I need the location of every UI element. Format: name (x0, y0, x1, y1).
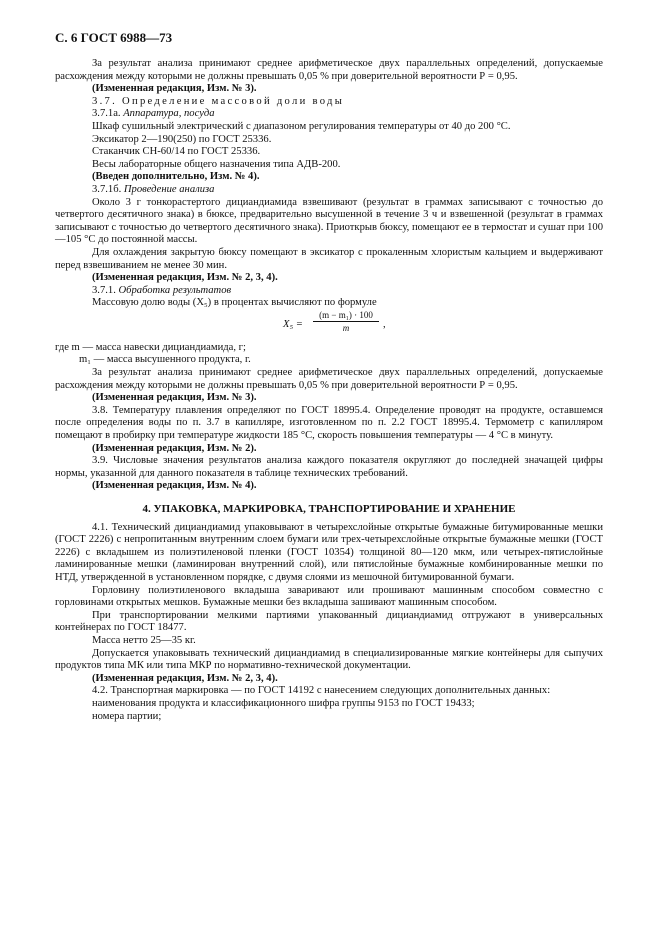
page-header: С. 6 ГОСТ 6988—73 (55, 30, 173, 45)
variable-definition: m₁ — масса высушенного продукта, г. (79, 354, 251, 366)
revision-note: (Измененная редакция, Изм. № 3). (92, 83, 257, 95)
subsection-heading (55, 108, 603, 121)
formula-denominator: m (342, 322, 350, 333)
revision-note: (Измененная редакция, Изм. № 2). (92, 442, 257, 454)
document-page (55, 30, 603, 723)
formula-lhs: X₅ = (283, 318, 303, 330)
paragraph: Допускается упаковывать технический дициандиамид в специализированные мягкие контейнеры для сыпучих продуктов типа МК или типа МКР по нормативно-технической документации. (55, 647, 603, 672)
subsection-title: Аппаратура, посуда (123, 108, 215, 120)
subsection-title: Обработка результатов (118, 284, 232, 296)
formula-numerator: (m − m₁) · 100 (313, 310, 379, 322)
formula-fraction (313, 310, 379, 333)
paragraph: Весы лабораторные общего назначения типа АДВ-200. (92, 158, 341, 170)
paragraph: При транспортировании мелкими партиями упакованный дициандиамид отгружают в универсальных контейнерах по ГОСТ 18477. (55, 609, 603, 634)
paragraph: Шкаф сушильный электрический с диапазоном регулирования температуры от 40 до 200 °С. (92, 120, 511, 132)
paragraph: Около 3 г тонкорастертого дициандиамида взвешивают (результат в граммах записывают с точностью до четвертого десятичного знака) в бюксе, предварительно высушенной в течение 3 ч и взвешенной (результат в граммах записывают с точностью до четвертого десятичного знака). Приоткрыв бюксу, помещают ее в термостат и сушат при 100—105 °С до постоянной массы. (55, 196, 603, 246)
paragraph: наименования продукта и классификационного шифра группы 9153 по ГОСТ 19433; (92, 697, 475, 709)
paragraph: 4.2. Транспортная маркировка — по ГОСТ 14192 с нанесением следующих дополнительных данных: (92, 685, 551, 697)
paragraph: 4.1. Технический дициандиамид упаковывают в четырехслойные открытые бумажные битумированные мешки (ГОСТ 2226) с непропитанным внутренним слоем бумаги или трех-четырехслойные открытые бумажные мешки (ГОСТ 2226) с вкладышем из полиэтиленовой пленки (ГОСТ 10354) толщиной 80—120 мкм, или четырех-пятислойные ламинированные мешки (ламинирован внутренний слой), или пятислойные бумажные комбинированные мешки по НТД, утвержденной в установленном порядке, с двумя слоями из мешочной битумированной бумаги. (55, 521, 603, 583)
subsection-number: 3.7.1б. (92, 183, 122, 195)
formula (55, 310, 603, 342)
subsection-heading (55, 285, 603, 298)
subsection-number: 3.7.1. (92, 284, 116, 296)
section-title: 4. УПАКОВКА, МАРКИРОВКА, ТРАНСПОРТИРОВАНИЕ И ХРАНЕНИЕ (142, 503, 516, 515)
subsection-heading (55, 184, 603, 197)
paragraph: За результат анализа принимают среднее арифметическое двух параллельных определений, допускаемые расхождения между которыми не должны превышать 0,05 % при доверительной вероятности Р = 0,95. (55, 58, 603, 82)
subsection-number: 3.7.1а. (92, 108, 121, 120)
revision-note: (Введен дополнительно, Изм. № 4). (92, 171, 260, 183)
revision-note: (Измененная редакция, Изм. № 3). (92, 392, 257, 404)
paragraph: Горловину полиэтиленового вкладыша заваривают или прошивают машинным способом совместно с горловинами открытых мешков. Бумажные мешки без вкладыша зашивают машинным способом. (55, 584, 603, 609)
paragraph: Массовую долю воды (X₅) в процентах вычисляют по формуле (92, 297, 377, 309)
variable-definition: где m — масса навески дициандиамида, г; (55, 341, 246, 353)
paragraph: Для охлаждения закрытую бюксу помещают в эксикатор с прокаленным хлористым кальцием и выдерживают перед взвешиванием не менее 30 мин. (55, 246, 603, 271)
paragraph: Эксикатор 2—190(250) по ГОСТ 25336. (92, 133, 272, 145)
paragraph: Масса нетто 25—35 кг. (92, 634, 196, 646)
subsection-title: Проведение анализа (123, 183, 215, 195)
section-heading: 3.7. Определение массовой доли воды (92, 95, 345, 107)
formula-comma: , (383, 318, 386, 330)
paragraph: Стаканчик СН-60/14 по ГОСТ 25336. (92, 146, 261, 158)
paragraph: 3.9. Числовые значения результатов анализа каждого показателя округляют до последней значащей цифры нормы, указанной для данного показателя в таблице технических требований. (55, 455, 603, 479)
revision-note: (Измененная редакция, Изм. № 2, 3, 4). (92, 672, 278, 684)
revision-note: (Измененная редакция, Изм. № 4). (92, 480, 257, 492)
paragraph: 3.8. Температуру плавления определяют по ГОСТ 18995.4. Определение проводят на продукте, оставшемся после определения воды по п. 3.7 в капилляре, изготовленном по п. 2.2 ГОСТ 18995.4. Термометр с капилляром помещают в пробирку при температуре жидкости 185 °С, скорость повышения температуры — 4 °С в минуту. (55, 404, 603, 442)
revision-note: (Измененная редакция, Изм. № 2, 3, 4). (92, 272, 278, 284)
paragraph: За результат анализа принимают среднее арифметическое двух параллельных определений, допускаемые расхождения между которыми не должны превышать 0,05 % при доверительной вероятности Р = 0,95. (55, 367, 603, 391)
paragraph: номера партии; (92, 710, 162, 722)
